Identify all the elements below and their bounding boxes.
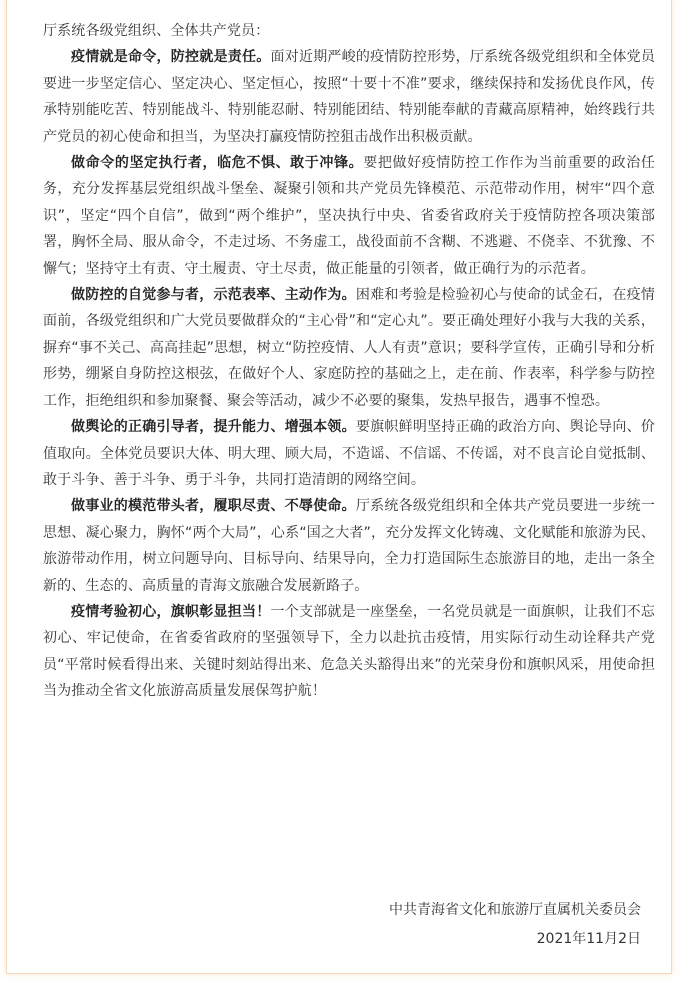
paragraph-6	[43, 599, 655, 705]
paragraph-4-lead: 做舆论的正确引导者，提升能力、增强本领。	[71, 419, 356, 436]
paragraph-3-body: 困难和考验是检验初心与使命的试金石，在疫情面前，各级党组织和广大党员要做群众的“主心骨”和“定心丸”。要正确处理好小我与大我的关系，摒弃“事不关己、高高挂起”思想，树立“防控疫情、人人有责”意识；要科学宣传，正确引导和分析形势，绷紧自身防控这根弦，在做好个人、家庭防控的基础之上，走在前、作表率，科学参与防控工作，拒绝组织和参加聚餐、聚会等活动，减少不必要的聚集，发热早报告，遇事不惶恐。	[43, 287, 655, 409]
paragraph-3-lead: 做防控的自觉参与者，示范表率、主动作为。	[71, 287, 356, 304]
letter-signature	[389, 896, 641, 954]
paragraph-2-lead: 做命令的坚定执行者，临危不惧、敢于冲锋。	[71, 155, 364, 172]
signature-date: 2021年11月2日	[536, 931, 641, 947]
paragraph-2-body: 要把做好疫情防控工作作为当前重要的政治任务，充分发挥基层党组织战斗堡垒、凝聚引领和共产党员先锋模范、示范带动作用，树牢“四个意识”，坚定“四个自信”，做到“两个维护”，坚决执行中央、省委省政府关于疫情防控各项决策部署，胸怀全局、服从命令，不走过场、不务虚工，战役面前不含糊、不逃避、不侥幸、不犹豫、不懈气；坚持守土有责、守土履责、守土尽责，做正能量的引领者，做正确行为的示范者。	[43, 155, 656, 277]
paragraph-1-body: 面对近期严峻的疫情防控形势，厅系统各级党组织和全体党员要进一步坚定信心、坚定决心、坚定恒心，按照“十要十不准”要求，继续保持和发扬优良作风，传承特别能吃苦、特别能战斗、特别能忍耐、特别能团结、特别能奉献的青藏高原精神，始终践行共产党员的初心使命和担当，为坚决打赢疫情防控狙击战作出积极贡献。	[43, 49, 655, 145]
paragraph-1	[43, 44, 655, 150]
signature-organization: 中共青海省文化和旅游厅直属机关委员会	[389, 902, 641, 918]
paragraph-2	[43, 150, 655, 282]
paragraph-4-body: 要旗帜鲜明坚持正确的政治方向、舆论导向、价值取向。全体党员要识大体、明大理、顾大局，不造谣、不信谣、不传谣，对不良言论自觉抵制、敢于斗争、善于斗争、勇于斗争，共同打造清朗的网络空间。	[43, 419, 655, 488]
document-frame	[6, 0, 672, 974]
paragraph-6-body: 一个支部就是一座堡垒，一名党员就是一面旗帜，让我们不忘初心、牢记使命，在省委省政府的坚强领导下，全力以赴抗击疫情，用实际行动生动诠释共产党员“平常时候看得出来、关键时刻站得出来、危急关头豁得出来”的光荣身份和旗帜风采，用使命担当为推动全省文化旅游高质量发展保驾护航！	[43, 603, 655, 700]
paragraph-4	[43, 414, 655, 493]
letter-body	[43, 18, 655, 705]
letter-greeting: 厅系统各级党组织、全体共产党员：	[43, 23, 270, 39]
paragraph-6-lead: 疫情考验初心，旗帜彰显担当！	[71, 603, 271, 620]
paragraph-3	[43, 282, 655, 414]
paragraph-5	[43, 493, 655, 599]
paragraph-1-lead: 疫情就是命令，防控就是责任。	[71, 49, 271, 66]
paragraph-5-lead: 做事业的模范带头者，履职尽责、不辱使命。	[71, 498, 356, 515]
paragraph-5-body: 厅系统各级党组织和全体共产党员要进一步统一思想、凝心聚力，胸怀“两个大局”，心系“国之大者”，充分发挥文化铸魂、文化赋能和旅游为民、旅游带动作用，树立问题导向、目标导向、结果导向，全力打造国际生态旅游目的地，走出一条全新的、生态的、高质量的青海文旅融合发展新路子。	[43, 498, 655, 594]
